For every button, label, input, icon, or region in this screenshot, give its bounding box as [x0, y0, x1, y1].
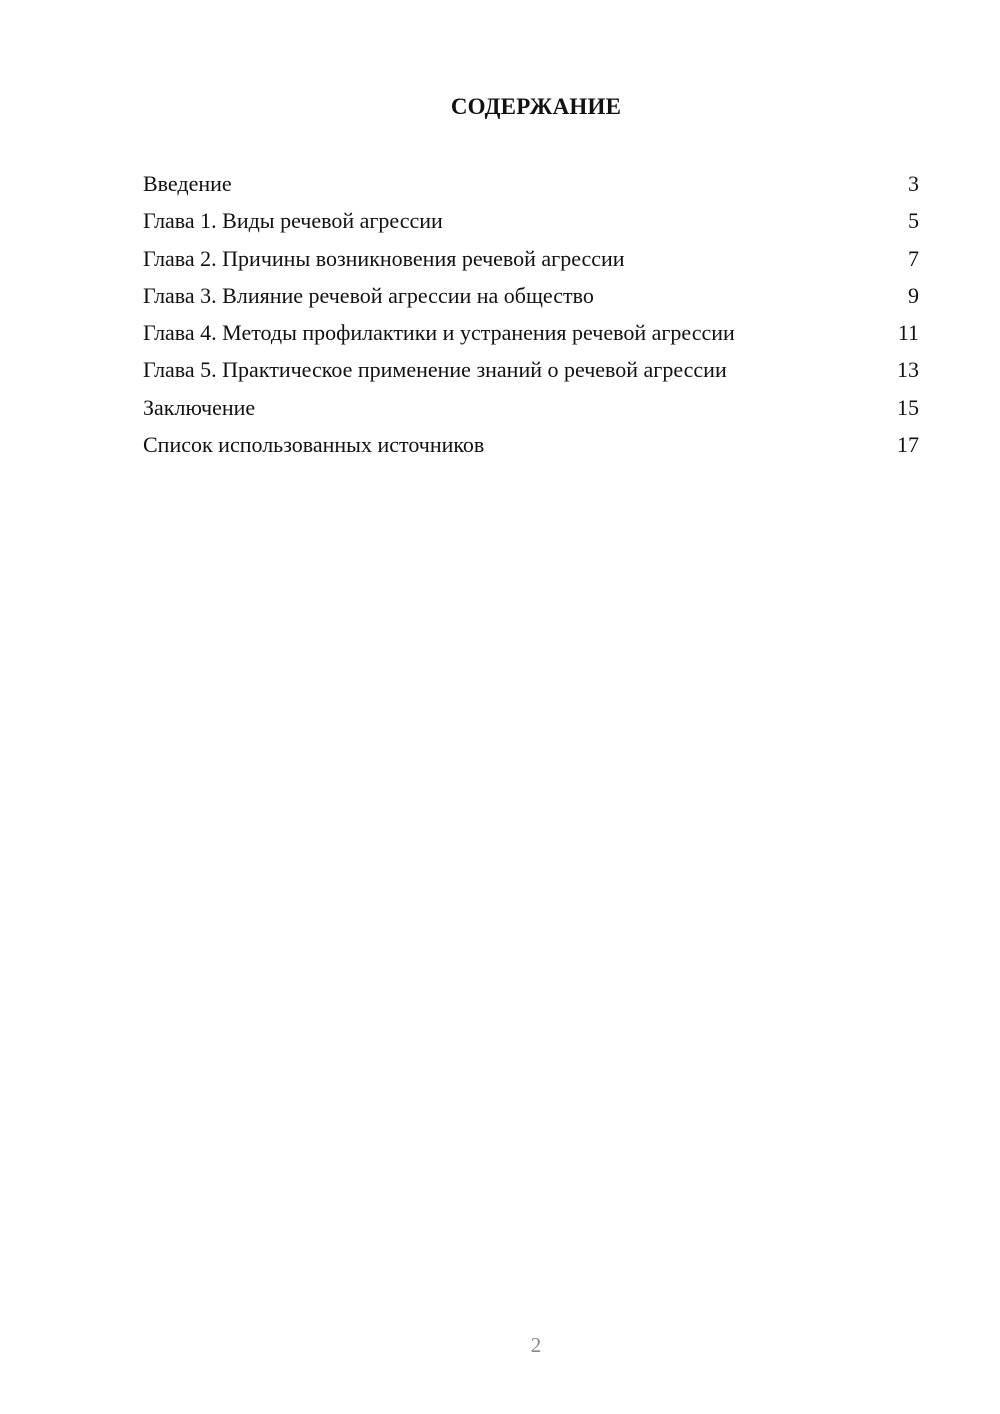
page-number: 2	[530, 1333, 542, 1357]
toc-entry-page: 11	[897, 320, 919, 346]
toc-entry-text: Заключение	[143, 394, 256, 420]
toc-entry-page: 15	[897, 394, 919, 420]
toc-entry-chapter-2	[143, 243, 919, 280]
toc-entry-page: 3	[908, 171, 919, 196]
toc-entry-text: Глава 2. Причины возникновения речевой агрессии	[143, 245, 625, 271]
toc-entry-page: 9	[908, 282, 919, 308]
toc-title: СОДЕРЖАНИЕ	[450, 94, 622, 119]
toc-entry-chapter-1	[143, 205, 919, 242]
toc-entry-conclusion	[143, 392, 919, 429]
table-of-contents	[143, 168, 919, 466]
toc-entry-page: 17	[897, 432, 919, 458]
toc-entry-page: 5	[908, 208, 919, 234]
toc-entry-text: Глава 3. Влияние речевой агрессии на общество	[143, 282, 594, 308]
toc-entry-chapter-3	[143, 280, 919, 317]
toc-entry-page: 7	[908, 245, 919, 271]
toc-entry-text: Глава 5. Практическое применение знаний о речевой агрессии	[143, 357, 727, 383]
toc-entry-text: Список использованных источников	[143, 432, 485, 458]
toc-entry-text: Введение	[143, 171, 232, 196]
toc-entry-text: Глава 4. Методы профилактики и устранения речевой агрессии	[143, 320, 735, 346]
toc-entry-references	[143, 429, 919, 466]
toc-entry-chapter-5	[143, 354, 919, 391]
toc-entry-chapter-4	[143, 317, 919, 354]
toc-entry-text: Глава 1. Виды речевой агрессии	[143, 208, 443, 234]
toc-entry-introduction	[143, 168, 919, 205]
toc-entry-page: 13	[897, 357, 919, 383]
